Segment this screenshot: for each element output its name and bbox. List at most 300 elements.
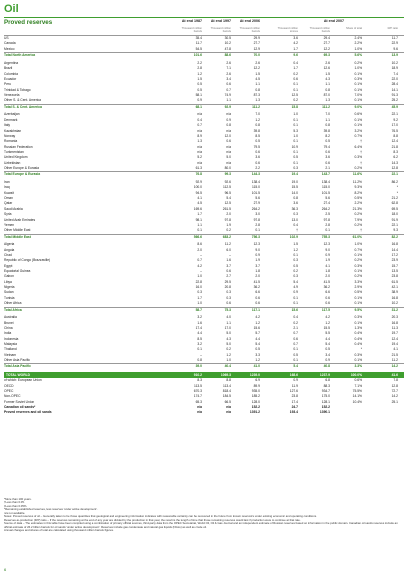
rp-ratio-cell: 17.2 — [391, 253, 398, 258]
val-1987-cell: 1.1 — [197, 222, 202, 227]
val-1997-cell: 1069.3 — [220, 373, 231, 378]
rp-ratio-cell: 91.3 — [391, 92, 398, 97]
share-of-total-cell: 0.7% — [354, 247, 362, 252]
rp-ratio-cell: * — [396, 185, 398, 190]
share-of-total-cell: 0.2% — [354, 60, 362, 65]
unit-header: Thousand million barrels — [181, 27, 202, 33]
row-label: Thailand — [4, 347, 17, 352]
val-1987-cell: 4.4 — [197, 331, 202, 336]
val-2006-cell: 27.9 — [253, 201, 260, 206]
val-1987-cell: – — [200, 253, 202, 258]
val-1997-cell: 4.3 — [226, 336, 231, 341]
val-1987-cell: 0.9 — [197, 98, 202, 103]
val-2006-cell: 1.2 — [255, 320, 260, 325]
share-of-total-cell: 0.1% — [354, 117, 362, 122]
val-2007-tonnes-cell: 3.6 — [293, 201, 298, 206]
rp-ratio-cell: 62.8 — [391, 201, 398, 206]
rp-ratio-cell: 14.2 — [391, 394, 398, 399]
val-1997-cell: 2.6 — [226, 71, 231, 76]
row-label: Mexico — [4, 46, 15, 51]
val-1987-cell: 22.8 — [195, 279, 202, 284]
row-label: Venezuela — [4, 92, 20, 97]
val-1987-cell: 4.2 — [197, 263, 202, 268]
share-of-total-cell: 7.0% — [354, 92, 362, 97]
row-label: of which: European Union — [4, 378, 42, 383]
share-of-total-cell: 0.4% — [354, 336, 362, 341]
val-2006-cell: 12.9 — [253, 46, 260, 51]
rp-ratio-cell: 22.1 — [391, 172, 398, 177]
val-2007-barrels-cell: 15.5 — [323, 326, 330, 331]
val-2007-tonnes-cell: 0.5 — [293, 352, 298, 357]
row-label: Peru — [4, 82, 11, 87]
share-of-total-cell: 0.1% — [354, 98, 362, 103]
val-1987-cell: 76.8 — [195, 172, 202, 177]
val-2007-barrels-cell: 0.1 — [325, 228, 330, 233]
share-of-total-cell: 5.6% — [354, 53, 362, 58]
row-label: Turkmenistan — [4, 149, 24, 154]
val-1997-cell: 113.4 — [222, 383, 231, 388]
rp-ratio-cell: 22.1 — [391, 222, 398, 227]
val-2007-barrels-cell: 175.0 — [321, 394, 330, 399]
share-of-total-cell: 0.7% — [354, 133, 362, 138]
val-2007-barrels-cell: 2.1 — [325, 165, 330, 170]
val-2007-barrels-cell: 1.3 — [325, 98, 330, 103]
val-2007-tonnes-cell: 0.1 — [293, 117, 298, 122]
val-2007-tonnes-cell: 0.7 — [293, 331, 298, 336]
val-1987-cell: n/a — [197, 410, 202, 415]
row-label: Other Africa — [4, 301, 22, 306]
row-label: Ecuador — [4, 76, 17, 81]
page-number: 6 — [4, 567, 7, 572]
val-1997-cell: 20.8 — [224, 285, 231, 290]
rp-ratio-cell: 38.9 — [391, 290, 398, 295]
val-1987-cell: 0.7 — [197, 258, 202, 263]
val-2007-barrels-cell: 29.4 — [323, 36, 330, 40]
val-1987-cell: 2.0 — [197, 247, 202, 252]
val-1987-cell: 2.8 — [197, 66, 202, 71]
val-2006-cell: 1.9 — [255, 258, 260, 263]
val-2007-tonnes-cell: 0.1 — [293, 160, 298, 165]
share-of-total-cell: 0.2% — [354, 165, 362, 170]
val-2007-barrels-cell: 934.7 — [321, 388, 330, 393]
val-1997-cell: 7.1 — [226, 66, 231, 71]
row-label: Canadian oil sands* — [4, 405, 36, 409]
row-label: Denmark — [4, 117, 18, 122]
val-1997-cell: – — [229, 253, 231, 258]
share-of-total-cell: 0.2% — [354, 274, 362, 279]
val-1997-cell: 0.7 — [226, 87, 231, 92]
rp-ratio-cell: 45.9 — [391, 104, 398, 109]
val-2006-cell: 2.2 — [255, 165, 260, 170]
val-2006-cell: 0.1 — [255, 228, 260, 233]
row-label: Uzbekistan — [4, 160, 21, 165]
row-label: Oman — [4, 196, 13, 201]
rp-ratio-cell: 42.1 — [391, 285, 398, 290]
rp-ratio-cell: 12.4 — [391, 139, 398, 144]
share-of-total-cell: 0.1% — [354, 269, 362, 274]
val-2007-tonnes-cell: 1.2 — [293, 247, 298, 252]
footnote: †Less than 0.05. — [4, 500, 25, 505]
share-of-total-cell: 0.6% — [354, 378, 362, 383]
val-2007-barrels-cell: 27.4 — [323, 201, 330, 206]
val-1997-cell: 74.9 — [224, 92, 231, 97]
val-2006-cell: 15.6 — [253, 326, 260, 331]
row-label: China — [4, 326, 13, 331]
rp-ratio-cell: 72.7 — [391, 388, 398, 393]
share-of-total-cell: 0.6% — [354, 112, 362, 117]
val-2006-cell: 87.3 — [253, 92, 260, 97]
val-2006-cell: 935.0 — [251, 388, 260, 393]
val-1997-cell: 818.4 — [222, 388, 231, 393]
val-2007-barrels-cell: 2.8 — [325, 222, 330, 227]
row-label: Trinidad & Tobago — [4, 87, 31, 92]
val-1987-cell: 1.2 — [197, 71, 202, 76]
rp-ratio-cell: 23.9 — [391, 258, 398, 263]
val-1997-cell: 96.5 — [224, 190, 231, 195]
val-2007-tonnes-cell: 0.1 — [293, 301, 298, 306]
row-label: Equatorial Guinea — [4, 269, 31, 274]
val-1987-cell: n/a — [197, 405, 202, 409]
row-label: Italy — [4, 123, 11, 128]
val-1997-cell: 0.6 — [226, 301, 231, 306]
year-2007-header: At end 2007 — [323, 19, 344, 23]
row-label: Other Asia Pacific — [4, 358, 31, 363]
rp-ratio-cell: 6.2 — [393, 155, 398, 160]
val-1997-cell: 2.0 — [226, 212, 231, 217]
val-2006-cell: 70.0 — [253, 53, 260, 58]
row-label: India — [4, 331, 12, 336]
val-2006-cell: 12.3 — [253, 242, 260, 247]
rp-ratio-cell: 19.4 — [391, 342, 398, 347]
share-of-total-cell: 0.1% — [354, 71, 362, 76]
val-2006-cell: 2.8 — [255, 222, 260, 227]
val-2006-cell: 1391.2 — [249, 410, 260, 415]
val-2007-tonnes-cell: 0.3 — [293, 274, 298, 279]
val-2007-tonnes-cell: 9.6 — [293, 53, 298, 58]
val-2007-tonnes-cell: 1.5 — [293, 242, 298, 247]
row-label: Total Middle East — [4, 234, 31, 239]
share-of-total-cell: 1.3% — [354, 326, 362, 331]
row-label: Egypt — [4, 263, 13, 268]
share-of-total-cell: † — [360, 160, 362, 165]
val-1997-cell: 0.3 — [226, 295, 231, 300]
val-2006-cell: 0.8 — [255, 87, 260, 92]
rp-ratio-cell: 11.7 — [391, 36, 398, 40]
val-2006-cell: 2.0 — [255, 274, 260, 279]
share-of-total-cell: 6.4% — [354, 144, 362, 149]
row-label: Angola — [4, 247, 15, 252]
row-label: Total S. & Cent. America — [4, 104, 42, 109]
rp-ratio-cell: 31.2 — [391, 307, 398, 312]
val-2007-tonnes-cell: 1.7 — [293, 66, 298, 71]
val-2007-barrels-cell: 36.2 — [323, 285, 330, 290]
val-2007-tonnes-cell: 0.5 — [293, 263, 298, 268]
val-2006-cell: 0.6 — [255, 149, 260, 154]
val-1987-cell: 910.2 — [193, 373, 202, 378]
val-1987-cell: 0.3 — [197, 290, 202, 295]
val-1997-cell: 0.6 — [226, 139, 231, 144]
page-title: Oil — [4, 3, 19, 15]
val-2006-cell: 1.8 — [255, 269, 260, 274]
val-2007-tonnes-cell: 0.3 — [293, 258, 298, 263]
share-of-total-cell: 11.6% — [352, 172, 362, 177]
rp-ratio-cell: 25.1 — [391, 399, 398, 404]
val-2007-barrels-cell: 128.1 — [321, 399, 330, 404]
row-label: Total North America — [4, 53, 36, 58]
val-2006-cell: 4.5 — [255, 76, 260, 81]
rp-ratio-cell: 91.9 — [391, 217, 398, 222]
val-2007-barrels-cell: 0.5 — [325, 347, 330, 352]
val-2007-barrels-cell: 0.8 — [325, 123, 330, 128]
unit-header: R/P ratio — [387, 27, 398, 30]
region-total-row — [4, 171, 404, 177]
val-2007-barrels-cell: 0.9 — [325, 253, 330, 258]
share-of-total-cell: 8.2% — [354, 190, 362, 195]
table-header — [4, 17, 404, 27]
rp-ratio-cell: 21.2 — [391, 196, 398, 201]
val-1997-cell: 1.0 — [226, 358, 231, 363]
share-of-total-cell: 0.3% — [354, 76, 362, 81]
val-2007-barrels-cell: 1390.1 — [319, 410, 330, 415]
val-1997-cell: n/a — [226, 410, 231, 415]
share-of-total-cell: 0.3% — [354, 352, 362, 357]
val-1987-cell: 174.7 — [193, 394, 202, 399]
val-2007-barrels-cell: 27.7 — [323, 41, 330, 46]
rp-ratio-cell: 25.2 — [391, 98, 398, 103]
val-2006-cell: 3.6 — [255, 155, 260, 160]
val-1997-cell: 10.2 — [224, 41, 231, 46]
val-1997-cell: 3.7 — [226, 263, 231, 268]
val-2007-barrels-cell: 2.5 — [325, 212, 330, 217]
share-of-total-cell: 1.0% — [354, 242, 362, 247]
val-1997-cell: 75.3 — [224, 307, 231, 312]
val-1987-cell: n/a — [197, 160, 202, 165]
val-2007-tonnes-cell: 102.9 — [289, 234, 298, 239]
rp-ratio-cell: 13.5 — [391, 269, 398, 274]
rp-ratio-cell: 7.8 — [393, 378, 398, 383]
val-1997-cell: 0.8 — [226, 123, 231, 128]
val-1997-cell: 184.5 — [222, 394, 231, 399]
val-1987-cell: n/a — [197, 128, 202, 133]
val-2006-cell: 128.0 — [251, 399, 260, 404]
val-2007-barrels-cell: 264.2 — [321, 206, 330, 211]
val-2007-barrels-cell: 2.0 — [325, 274, 330, 279]
val-2006-cell: 8.5 — [255, 133, 260, 138]
val-1987-cell: 94.5 — [195, 190, 202, 195]
val-2007-barrels-cell: 4.1 — [325, 263, 330, 268]
val-2007-barrels-cell: 1.8 — [325, 269, 330, 274]
share-of-total-cell: 10.4% — [352, 399, 362, 404]
row-label: Nigeria — [4, 285, 15, 290]
val-1987-cell: 0.1 — [197, 347, 202, 352]
val-2007-tonnes-cell: 24.7 — [291, 405, 298, 409]
row-label: Syria — [4, 212, 12, 217]
share-of-total-cell: 14.1% — [352, 394, 362, 399]
val-1987-cell: 1.0 — [197, 274, 202, 279]
share-of-total-cell: 2.9% — [354, 285, 362, 290]
val-2007-tonnes-cell: 0.1 — [293, 347, 298, 352]
val-1997-cell: 80.0 — [224, 165, 231, 170]
rp-ratio-cell: 14.4 — [391, 247, 398, 252]
val-2007-tonnes-cell: 0.1 — [293, 149, 298, 154]
val-1987-cell: 113.5 — [193, 383, 202, 388]
val-2007-tonnes-cell: 0.1 — [293, 87, 298, 92]
row-label: Romania — [4, 139, 18, 144]
val-1987-cell: 0.1 — [197, 228, 202, 233]
val-1987-cell: 3.2 — [197, 315, 202, 320]
region-total-row — [4, 363, 404, 369]
val-1997-cell: 99.3 — [224, 172, 231, 177]
val-1997-cell: n/a — [226, 405, 231, 409]
val-1987-cell: – — [200, 269, 202, 274]
share-of-total-cell: 0.3% — [354, 263, 362, 268]
val-1997-cell: 12.5 — [224, 201, 231, 206]
val-2007-barrels-cell: 87.0 — [323, 92, 330, 97]
footnote: ‡Less than 0.05%. — [4, 503, 28, 508]
rp-ratio-cell: 15.7 — [391, 263, 398, 268]
row-label: Indonesia — [4, 336, 19, 341]
val-1987-cell: 4.1 — [197, 196, 202, 201]
val-2007-barrels-cell: 8.2 — [325, 133, 330, 138]
val-2007-barrels-cell: 6.6 — [325, 290, 330, 295]
val-2007-tonnes-cell: † — [296, 228, 298, 233]
val-1987-cell: 0.5 — [197, 82, 202, 87]
val-2007-tonnes-cell: 5.4 — [293, 279, 298, 284]
rp-ratio-cell: 19.7 — [391, 331, 398, 336]
val-2006-cell: 3.0 — [255, 212, 260, 217]
val-1987-cell: 1.7 — [197, 295, 202, 300]
reserves-table — [4, 17, 404, 416]
val-1987-cell: 61.3 — [195, 165, 202, 170]
rp-ratio-cell: 28.4 — [391, 82, 398, 87]
share-of-total-cell: 0.1% — [354, 301, 362, 306]
unit-header: Thousand million barrels — [210, 27, 231, 33]
val-1997-cell: 5.0 — [226, 155, 231, 160]
val-2007-tonnes-cell: 0.4 — [293, 315, 298, 320]
val-2007-tonnes-cell: 0.4 — [293, 222, 298, 227]
share-of-total-cell: 0.2% — [354, 212, 362, 217]
val-2007-tonnes-cell: 14.0 — [291, 190, 298, 195]
val-1997-cell: 112.5 — [222, 185, 231, 190]
val-1987-cell: 1.5 — [197, 76, 202, 81]
val-1987-cell: 92.9 — [195, 180, 202, 185]
val-2007-tonnes-cell: 0.1 — [293, 139, 298, 144]
row-label: United Arab Emirates — [4, 217, 36, 222]
rp-ratio-cell: 21.8 — [391, 144, 398, 149]
val-1997-cell: 92.9 — [224, 104, 231, 109]
row-label: Norway — [4, 133, 16, 138]
share-of-total-cell: 0.1% — [354, 82, 362, 87]
val-1997-cell: 2.7 — [226, 274, 231, 279]
val-2007-tonnes-cell: 0.4 — [293, 60, 298, 65]
val-1987-cell: 68.1 — [195, 104, 202, 109]
val-2007-barrels-cell: 143.7 — [321, 172, 330, 177]
rp-ratio-cell: 9.3 — [393, 228, 398, 233]
share-of-total-cell: 0.1% — [354, 123, 362, 128]
row-label: Colombia — [4, 71, 18, 76]
region-total-row — [4, 234, 404, 240]
share-of-total-cell: † — [360, 139, 362, 144]
row-label: Qatar — [4, 201, 13, 206]
year-2006-header: At end 2006 — [239, 19, 260, 23]
rp-ratio-cell: 8.8 — [393, 133, 398, 138]
val-1997-cell: 92.6 — [224, 180, 231, 185]
val-1987-cell: 35.4 — [195, 36, 202, 40]
row-label: Azerbaijan — [4, 112, 20, 117]
share-of-total-cell: 7.1% — [354, 383, 362, 388]
val-2006-cell: 6.6 — [255, 290, 260, 295]
val-2007-tonnes-cell: 19.0 — [291, 180, 298, 185]
val-1997-cell: 1.2 — [226, 352, 231, 357]
val-2007-barrels-cell: 3.6 — [325, 155, 330, 160]
rp-ratio-cell: 22.0 — [391, 76, 398, 81]
val-1987-cell: 54.5 — [195, 46, 202, 51]
row-label: Brunei — [4, 320, 14, 325]
val-1987-cell: 2.2 — [197, 60, 202, 65]
val-1987-cell: 100.0 — [193, 185, 202, 190]
val-1987-cell: 1.7 — [197, 212, 202, 217]
val-1987-cell: n/a — [197, 112, 202, 117]
share-of-total-cell: 0.2% — [354, 222, 362, 227]
row-label: Chad — [4, 253, 12, 258]
val-1997-cell: n/a — [226, 144, 231, 149]
val-2006-cell: 0.5 — [255, 347, 260, 352]
val-2006-cell: 101.5 — [251, 190, 260, 195]
val-2007-tonnes-cell: 5.3 — [293, 128, 298, 133]
val-2007-tonnes-cell: 23.8 — [291, 394, 298, 399]
row-label: Canada — [4, 41, 16, 46]
val-2006-cell: 144.3 — [251, 172, 260, 177]
val-2007-tonnes-cell: 12.5 — [291, 92, 298, 97]
unit-header: Thousand million tonnes — [277, 27, 298, 33]
rp-ratio-cell: 20.3 — [391, 315, 398, 320]
footnote: *Remaining established reserves, less reserves 'under active development'. — [4, 507, 98, 512]
footnote: Reserves-to-production (R/P) ratio – If the reserves remaining at the end of any year are divided by the production in that year, the result is the length of time that those remaining reserves would last if production were to continue at that rate. — [4, 517, 301, 522]
share-of-total-cell: † — [360, 228, 362, 233]
share-of-total-cell: 61.0% — [352, 234, 362, 239]
val-2007-tonnes-cell: 0.1 — [293, 253, 298, 258]
val-2006-cell: 185.2 — [251, 394, 260, 399]
val-2007-barrels-cell: 117.5 — [321, 307, 330, 312]
rp-ratio-cell: 22.1 — [391, 112, 398, 117]
val-2006-cell: 89.9 — [253, 383, 260, 388]
val-1987-cell: 169.6 — [193, 206, 202, 211]
val-2007-barrels-cell: 0.6 — [325, 301, 330, 306]
val-2006-cell: 111.2 — [252, 104, 260, 109]
row-label: Gabon — [4, 274, 14, 279]
val-2006-cell: 756.3 — [251, 234, 260, 239]
row-label: Non-OPEC — [4, 394, 21, 399]
val-2007-tonnes-cell: 127.6 — [289, 388, 298, 393]
share-of-total-cell: 0.4% — [354, 342, 362, 347]
val-1987-cell: 98.1 — [195, 217, 202, 222]
val-1987-cell: 0.7 — [197, 123, 202, 128]
val-1997-cell: 5.4 — [226, 196, 231, 201]
val-2006-cell: 0.5 — [255, 139, 260, 144]
val-2006-cell: 3.3 — [255, 352, 260, 357]
val-1987-cell: 16.0 — [195, 285, 202, 290]
val-2007-barrels-cell: 69.3 — [323, 53, 330, 58]
val-2006-cell: 3.7 — [255, 263, 260, 268]
val-1997-cell: 40.4 — [224, 364, 231, 369]
val-2007-barrels-cell: 0.6 — [325, 295, 330, 300]
val-2006-cell: 4.2 — [255, 315, 260, 320]
row-label: Libya — [4, 279, 12, 284]
region-total-row — [4, 307, 404, 313]
year-1987-header: At end 1987 — [181, 19, 202, 23]
val-2006-cell: 264.2 — [251, 206, 260, 211]
year-1997-header: At end 1997 — [210, 19, 231, 23]
